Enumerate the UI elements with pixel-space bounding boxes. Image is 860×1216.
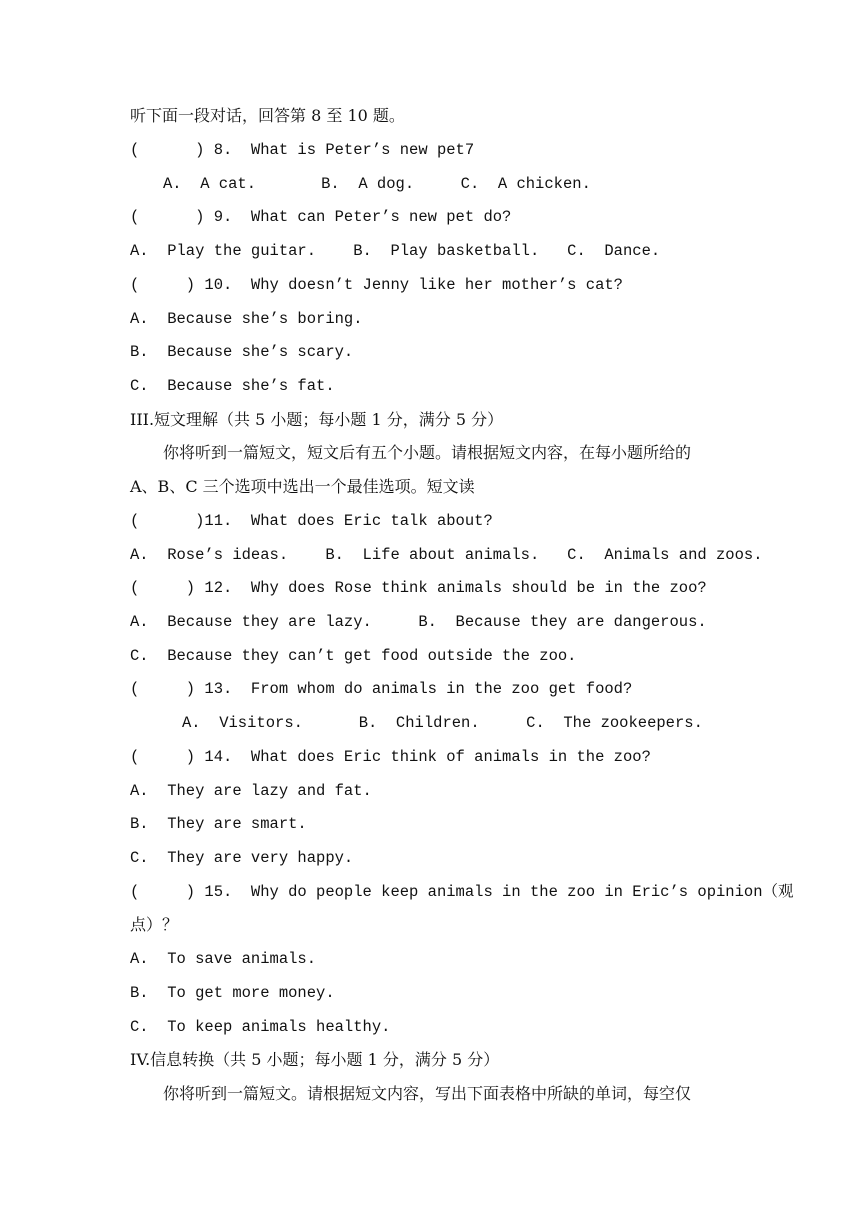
question-15-option-c: C. To keep animals healthy.	[130, 1018, 391, 1036]
question-12-option-c: C. Because they can’t get food outside the zoo.	[130, 647, 577, 665]
question-14-option-c: C. They are very happy.	[130, 849, 354, 867]
section-iv-heading: IV.信息转换（共 5 小题；每小题 1 分，满分 5 分）	[130, 1050, 500, 1069]
question-8-options: A. A cat. B. A dog. C. A chicken.	[163, 175, 591, 193]
question-15-option-a: A. To save animals.	[130, 950, 317, 968]
question-9-options: A. Play the guitar. B. Play basketball. C. Dance.	[130, 242, 661, 260]
section-iii-instruction-cont: A、B、C 三个选项中选出一个最佳选项。短文读	[130, 477, 475, 496]
question-11: ( )11. What does Eric talk about?	[130, 512, 493, 530]
question-10-option-c: C. Because she’s fat.	[130, 377, 335, 395]
question-8: ( ) 8. What is Peter’s new pet7	[130, 141, 475, 159]
question-12: ( ) 12. Why does Rose think animals should be in the zoo?	[130, 579, 707, 597]
question-14: ( ) 14. What does Eric think of animals in the zoo?	[130, 748, 651, 766]
section-iii-heading: III.短文理解（共 5 小题；每小题 1 分，满分 5 分）	[130, 410, 504, 429]
question-10: ( ) 10. Why doesn’t Jenny like her mother’s cat?	[130, 276, 623, 294]
question-14-option-b: B. They are smart.	[130, 815, 307, 833]
section-iii-instruction: 你将听到一篇短文，短文后有五个小题。请根据短文内容，在每小题所给的	[163, 443, 692, 462]
question-13-options: A. Visitors. B. Children. C. The zookeepers.	[182, 714, 703, 732]
question-14-option-a: A. They are lazy and fat.	[130, 782, 372, 800]
listening-instruction: 听下面一段对话，回答第 8 至 10 题。	[130, 106, 405, 125]
question-9: ( ) 9. What can Peter’s new pet do?	[130, 208, 512, 226]
question-10-option-a: A. Because she’s boring.	[130, 310, 363, 328]
question-15-cont: 点）？	[130, 915, 179, 934]
question-13: ( ) 13. From whom do animals in the zoo get food?	[130, 680, 633, 698]
question-10-option-b: B. Because she’s scary.	[130, 343, 354, 361]
question-15-option-b: B. To get more money.	[130, 984, 335, 1002]
question-11-options: A. Rose’s ideas. B. Life about animals. C. Animals and zoos.	[130, 546, 763, 564]
question-15: ( ) 15. Why do people keep animals in the zoo in Eric’s opinion（观	[130, 883, 794, 901]
section-iv-instruction: 你将听到一篇短文。请根据短文内容，写出下面表格中所缺的单词，每空仅	[163, 1084, 692, 1103]
question-12-options: A. Because they are lazy. B. Because they are dangerous.	[130, 613, 707, 631]
